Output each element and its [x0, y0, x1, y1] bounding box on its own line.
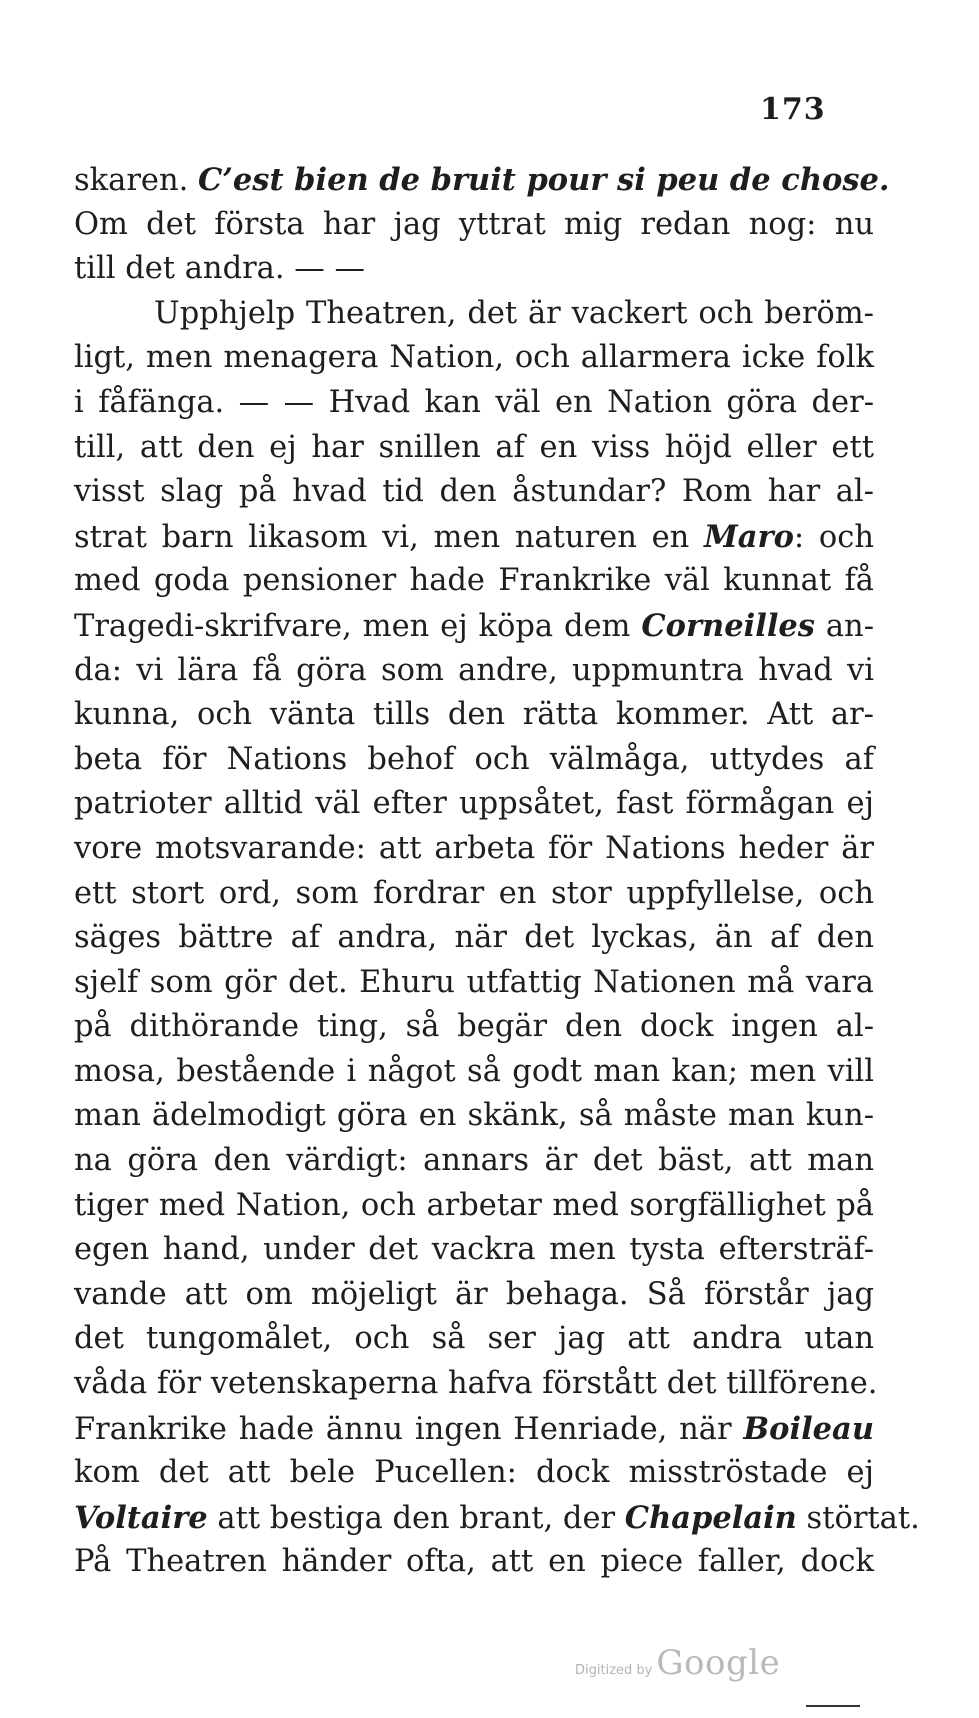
- google-logo-text: Google: [656, 1643, 781, 1683]
- text-line: [74, 1540, 874, 1585]
- text-line: [74, 827, 874, 872]
- text-line: [74, 292, 874, 337]
- text-run: visst slag på hvad tid den åstundar? Rom har al-: [74, 474, 874, 510]
- text-run: mosa, bestående i något så godt man kan; men vill: [74, 1053, 874, 1089]
- text-run: man ädelmodigt göra en skänk, så måste man kun-: [74, 1098, 874, 1134]
- text-line: [74, 1317, 874, 1362]
- italic-phrase: Boileau: [743, 1410, 874, 1447]
- text-line: [74, 1050, 874, 1095]
- text-run: till det andra. — —: [74, 251, 365, 287]
- text-run: med goda pensioner hade Frankrike väl kunnat få: [74, 563, 874, 599]
- text-run: vore motsvarande: att arbeta för Nations heder är: [74, 830, 874, 866]
- text-line: [74, 1094, 874, 1139]
- italic-phrase: Maro: [703, 518, 794, 555]
- text-run: tiger med Nation, och arbetar med sorgfällighet på: [74, 1187, 874, 1223]
- text-line: [74, 872, 874, 917]
- text-line: [74, 336, 874, 381]
- italic-phrase: C’est bien de bruit pour si peu de chose.: [197, 162, 890, 198]
- text-line: [74, 515, 874, 560]
- text-line: [74, 1184, 874, 1229]
- text-run: egen hand, under det vackra men tysta eftersträf-: [74, 1232, 874, 1268]
- text-line: [74, 1407, 874, 1452]
- text-run: patrioter alltid väl efter uppsåtet, fast förmågan ej: [74, 786, 874, 822]
- text-line: [74, 782, 874, 827]
- text-run: i fåfänga. — — Hvad kan väl en Nation göra der-: [74, 384, 874, 420]
- text-line: [74, 158, 890, 203]
- text-run: kom det att bele Pucellen: dock misströstade ej: [74, 1455, 874, 1491]
- text-run: ett stort ord, som fordrar en stor uppfyllelse, och: [74, 875, 874, 911]
- text-run: på dithörande ting, så begär den dock ingen al-: [74, 1009, 874, 1045]
- text-run: Tragedi-skrifvare, men ej köpa dem: [74, 608, 642, 644]
- text-line: [74, 381, 874, 426]
- text-run: kunna, och vänta tills den rätta kommer. Att ar-: [74, 697, 874, 733]
- italic-phrase: Chapelain: [624, 1499, 797, 1536]
- text-line: [74, 604, 874, 649]
- text-line: [74, 649, 874, 694]
- text-run: sjelf som gör det. Ehuru utfattig Nationen må vara: [74, 964, 874, 1000]
- text-run: säges bättre af andra, när det lyckas, än af den: [74, 920, 874, 956]
- text-run: Frankrike hade ännu ingen Henriade, när: [74, 1411, 744, 1447]
- text-line: [74, 693, 874, 738]
- text-line: [74, 1228, 874, 1273]
- text-run: : och: [793, 519, 875, 555]
- text-run: vande att om möjeligt är behaga. Så förstår jag: [74, 1276, 874, 1312]
- text-run: att bestiga den brant, der: [207, 1500, 625, 1536]
- text-line: [74, 1451, 874, 1496]
- text-line: [74, 1273, 874, 1318]
- italic-phrase: Corneilles: [641, 607, 815, 644]
- text-run: störtat.: [796, 1500, 920, 1536]
- text-line: [74, 559, 874, 604]
- body-text: [74, 158, 920, 1585]
- corner-rule: [806, 1705, 860, 1707]
- text-run: det tungomålet, och så ser jag att andra utan: [74, 1321, 874, 1357]
- text-line: [74, 470, 874, 515]
- text-line: [74, 1496, 920, 1541]
- text-run: strat barn likasom vi, men naturen en: [74, 519, 704, 555]
- text-line: [74, 916, 874, 961]
- text-run: ligt, men menagera Nation, och allarmera icke folk: [74, 340, 874, 376]
- text-run: Upphjelp Theatren, det är vackert och beröm-: [154, 295, 874, 331]
- text-run: våda för vetenskaperna hafva förstått det tillförene.: [74, 1366, 878, 1402]
- text-run: Om det första har jag yttrat mig redan nog: nu: [74, 206, 874, 242]
- digitized-by-google-watermark: [575, 1643, 780, 1683]
- text-line: [74, 961, 874, 1006]
- text-line: [74, 203, 874, 248]
- text-line: [74, 1139, 874, 1184]
- text-run: beta för Nations behof och välmåga, uttydes af: [74, 741, 874, 777]
- text-run: an-: [814, 608, 875, 644]
- text-run: På Theatren händer ofta, att en piece faller, dock: [74, 1544, 874, 1580]
- text-run: skaren.: [74, 163, 198, 198]
- text-line: [74, 426, 874, 471]
- page-number: 173: [760, 92, 826, 127]
- text-run: na göra den värdigt: annars är det bäst, att man: [74, 1143, 874, 1179]
- text-line: [74, 247, 874, 292]
- text-line: [74, 1005, 874, 1050]
- text-run: till, att den ej har snillen af en viss höjd eller ett: [74, 429, 874, 465]
- italic-phrase: Voltaire: [74, 1499, 208, 1536]
- text-run: da: vi lära få göra som andre, uppmuntra hvad vi: [74, 652, 874, 688]
- digitized-by-label: Digitized by: [575, 1663, 653, 1678]
- text-line: [74, 738, 874, 783]
- text-line: [74, 1362, 878, 1407]
